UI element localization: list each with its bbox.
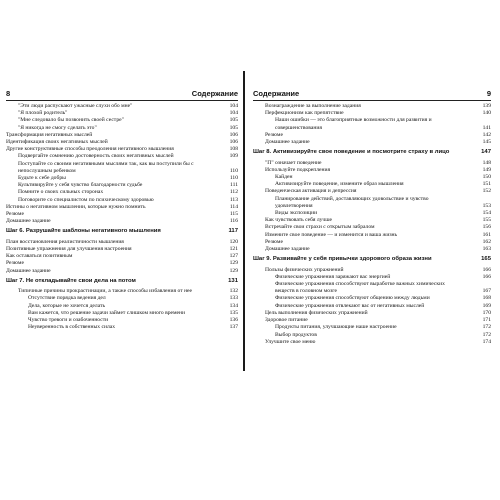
toc-entry — [253, 246, 491, 253]
toc-entry-page: 132 — [229, 288, 238, 295]
toc-entry — [6, 132, 238, 139]
toc-entry-page: 105 — [229, 117, 238, 124]
toc-entry-title: "Эти люди распускают ужасные слухи обо мне" — [18, 103, 133, 109]
toc-entry — [6, 260, 238, 267]
toc-entry-page: 134 — [229, 302, 238, 309]
toc-entry-title: Планирование действий, доставляющих удовольствие и чувство удовлетворения — [275, 195, 429, 209]
toc-entry-page: 108 — [229, 146, 238, 153]
toc-entry-page: 172 — [482, 331, 491, 338]
toc-entry-title: Пользы физических упражнений — [265, 266, 344, 273]
toc-entry — [253, 132, 491, 139]
toc-entry-title: Шаг 9. Развивайте у себя привычки здорового образа жизни — [253, 256, 432, 263]
toc-entry — [253, 295, 491, 302]
right-header-rule — [253, 100, 491, 101]
toc-entry — [6, 117, 238, 124]
toc-entry-title: Здоровое питание — [265, 317, 308, 324]
toc-entry-page: 165 — [481, 256, 491, 263]
toc-entry — [253, 310, 491, 317]
toc-entry — [253, 117, 491, 131]
right-page-number: 9 — [486, 89, 491, 98]
page-gutter-divider — [243, 71, 245, 371]
toc-entry-title: Поговорите со специалистом по психическому здоровью — [18, 196, 154, 203]
left-page-number: 8 — [6, 89, 11, 98]
left-page-header — [6, 89, 238, 99]
toc-entry-page: 171 — [482, 317, 491, 324]
toc-entry-page: 111 — [230, 182, 238, 189]
toc-entry-title: Трансформация негативных мыслей — [6, 131, 93, 138]
toc-section-heading — [253, 149, 491, 156]
left-page-title: Содержание — [191, 89, 238, 98]
right-toc-list — [253, 103, 491, 346]
toc-entry — [6, 324, 238, 331]
toc-entry-title: "Я никогда не смогу сделать это" — [18, 124, 97, 131]
toc-entry — [253, 281, 491, 295]
toc-entry-page: 136 — [229, 317, 238, 324]
toc-entry-page: 131 — [228, 277, 238, 284]
toc-entry-page: 110 — [229, 175, 238, 182]
toc-entry-page: 148 — [482, 159, 491, 166]
toc-entry-title: Домашнее задание — [265, 246, 310, 253]
toc-entry-page: 167 — [482, 288, 491, 295]
toc-entry-title: Подвергайте сомнению достоверность своих негативных мыслей — [18, 153, 174, 160]
toc-entry — [253, 274, 491, 281]
toc-entry — [6, 153, 238, 160]
toc-entry-page: 113 — [229, 196, 238, 203]
toc-entry-page: 109 — [229, 153, 238, 160]
toc-entry-title: Культивируйте у себя чувство благодарности судьбе — [18, 182, 143, 189]
toc-entry-title: Встречайте свои страхи с открытым забралом — [265, 224, 375, 231]
toc-entry-page: 116 — [229, 218, 238, 225]
toc-entry — [6, 182, 238, 189]
toc-entry-page: 161 — [482, 231, 491, 238]
toc-entry-title: Вам кажется, что решение задачи займет слишком много времени — [28, 309, 186, 316]
toc-entry-title: Кайден — [275, 174, 293, 181]
toc-entry — [6, 246, 238, 253]
toc-entry-page: 152 — [482, 188, 491, 195]
toc-entry-title: Домашнее задание — [6, 218, 51, 225]
toc-entry-title: Другие конструктивные способы преодоления негативного мышления — [6, 146, 174, 153]
toc-entry-title: Физические упражнения способствуют выработке важных химических веществ в головном мозге — [275, 281, 445, 295]
toc-entry-title: Домашнее задание — [6, 267, 51, 274]
toc-entry-title: Выбор продуктов — [275, 331, 317, 338]
toc-entry-title: Поступайте со своими негативными мыслями так, как вы поступили бы с непослушным ребенком — [18, 160, 194, 174]
toc-entry-title: Шаг 8. Активизируйте свое поведение и посмотрите страху в лицо — [253, 149, 450, 156]
toc-entry-page: 129 — [229, 267, 238, 274]
toc-entry-page: 154 — [482, 210, 491, 217]
toc-entry — [6, 288, 238, 295]
toc-entry-title: "Мне следовало бы позвонить своей сестре" — [18, 117, 124, 124]
toc-entry-page: 135 — [229, 309, 238, 316]
toc-entry-title: Активизируйте поведение, измените образ мышления — [275, 181, 404, 188]
toc-entry-page: 139 — [482, 103, 491, 109]
toc-section-heading — [6, 228, 238, 235]
toc-entry-title: Помните о своих сильных сторонах — [18, 189, 104, 196]
toc-entry — [253, 317, 491, 324]
toc-entry-page: 141 — [482, 124, 491, 131]
toc-entry — [253, 239, 491, 246]
toc-entry — [253, 332, 491, 339]
toc-entry-title: Идентификация своих негативных мыслей — [6, 139, 108, 146]
toc-entry-title: Отсутствие порядка ведения дел — [28, 295, 106, 302]
left-toc-list — [6, 103, 238, 332]
toc-entry-page: 166 — [482, 266, 491, 273]
toc-entry-title: Измените свое поведение — и изменится и ваша жизнь — [265, 231, 398, 238]
toc-entry — [6, 161, 238, 175]
toc-entry-title: Позитивные упражнения для улучшения настроения — [6, 246, 132, 253]
toc-section-heading — [6, 278, 238, 285]
toc-entry-page: 106 — [229, 139, 238, 146]
toc-entry-title: Цель выполнения физических упражнений — [265, 309, 368, 316]
toc-entry-title: Резюме — [6, 211, 24, 218]
toc-entry — [253, 339, 491, 346]
toc-entry-page: 142 — [482, 131, 491, 138]
toc-entry-title: Резюме — [265, 238, 283, 245]
toc-entry-title: Будьте к себе добры — [18, 175, 66, 182]
toc-entry — [6, 211, 238, 218]
toc-entry — [253, 196, 491, 210]
toc-entry-title: Истины о негативном мышлении, которые нужно помнить — [6, 203, 146, 210]
toc-entry — [6, 310, 238, 317]
toc-entry-page: 127 — [229, 253, 238, 260]
toc-section-heading — [253, 256, 491, 263]
toc-entry-page: 104 — [229, 110, 238, 117]
toc-entry-page: 115 — [229, 211, 238, 218]
toc-entry-page: 149 — [482, 166, 491, 173]
toc-entry-page: 105 — [229, 124, 238, 131]
toc-entry — [253, 181, 491, 188]
toc-entry-title: Резюме — [6, 260, 24, 267]
toc-entry-title: Физические упражнения способствуют общению между людьми — [275, 295, 430, 302]
toc-entry — [253, 303, 491, 310]
toc-entry-title: Перфекционизм как препятствие — [265, 110, 344, 117]
toc-entry-page: 106 — [229, 131, 238, 138]
toc-entry — [253, 324, 491, 331]
toc-entry-page: 137 — [229, 324, 238, 331]
toc-entry — [6, 268, 238, 275]
toc-entry-title: Улучшите свое меню — [265, 338, 316, 345]
toc-entry-page: 170 — [482, 309, 491, 316]
toc-entry-page: 112 — [229, 189, 238, 196]
toc-entry-page: 104 — [229, 103, 238, 109]
toc-entry — [6, 204, 238, 211]
toc-entry-title: Шаг 7. Не откладывайте свои дела на потом — [6, 277, 136, 284]
toc-entry-page: 117 — [228, 228, 238, 235]
left-header-rule — [6, 100, 238, 101]
toc-entry — [6, 303, 238, 310]
toc-entry — [253, 188, 491, 195]
toc-entry-title: Физические упражнения заряжают вас энергией — [275, 273, 391, 280]
toc-entry-title: Дела, которые не хочется делать — [28, 302, 106, 309]
toc-entry-title: Резюме — [265, 131, 283, 138]
toc-entry-title: Используйте подкрепления — [265, 166, 331, 173]
toc-entry-page: 147 — [481, 149, 491, 156]
toc-entry-page: 168 — [482, 295, 491, 302]
toc-entry — [6, 218, 238, 225]
toc-entry-title: "П" означает поведение — [265, 159, 322, 166]
toc-entry — [6, 253, 238, 260]
toc-entry-title: Шаг 6. Разрушайте шаблоны негативного мышления — [6, 228, 161, 235]
toc-entry-title: Продукты питания, улучшающие наше настроение — [275, 324, 397, 331]
toc-entry-page: 172 — [482, 324, 491, 331]
toc-entry — [6, 239, 238, 246]
toc-entry-page: 145 — [482, 139, 491, 146]
toc-entry — [6, 197, 238, 204]
toc-entry-page: 150 — [482, 174, 491, 181]
toc-entry — [6, 125, 238, 132]
toc-entry — [6, 295, 238, 302]
toc-entry-page: 129 — [229, 260, 238, 267]
toc-entry — [253, 224, 491, 231]
toc-entry-title: Физические упражнения отвлекают вас от негативных мыслей — [275, 302, 425, 309]
toc-entry-title: "Я плохой родитель" — [18, 110, 68, 117]
toc-entry — [253, 139, 491, 146]
toc-entry-page: 114 — [229, 203, 238, 210]
toc-entry-title: Типичные причины прокрастинации, а также способы избавления от нее — [18, 288, 193, 295]
toc-entry — [6, 189, 238, 196]
toc-entry-page: 120 — [229, 238, 238, 245]
toc-entry-page: 153 — [482, 202, 491, 209]
toc-entry-page: 162 — [482, 238, 491, 245]
toc-entry-title: План восстановления реалистичности мышления — [6, 238, 124, 245]
toc-entry-page: 121 — [229, 246, 238, 253]
toc-entry-page: 156 — [482, 224, 491, 231]
toc-entry-title: Наши ошибки — это благоприятные возможности для развития и совершенствования — [275, 117, 432, 131]
toc-entry-title: Вознаграждение за выполнение задания — [265, 103, 361, 109]
toc-entry-page: 163 — [482, 246, 491, 253]
toc-entry-title: Поведенческая активация и депрессия — [265, 188, 357, 195]
toc-entry-title: Чувство тревоги и озабоченности — [28, 317, 109, 324]
toc-entry-title: Неуверенность в собственных силах — [28, 324, 116, 331]
toc-entry-title: Виды экспозиции — [275, 210, 318, 217]
toc-entry-page: 133 — [229, 295, 238, 302]
right-page-title: Содержание — [253, 89, 300, 98]
toc-entry-page: 166 — [482, 273, 491, 280]
toc-entry — [253, 232, 491, 239]
toc-entry-page: 140 — [482, 110, 491, 117]
toc-entry — [253, 167, 491, 174]
toc-entry-page: 169 — [482, 302, 491, 309]
toc-entry-page: 110 — [229, 167, 238, 174]
toc-entry-title: Как оставаться позитивным — [6, 253, 73, 260]
toc-entry — [253, 267, 491, 274]
toc-entry-title: Как чувствовать себя лучше — [265, 217, 333, 224]
toc-entry — [253, 160, 491, 167]
toc-entry-page: 174 — [482, 338, 491, 345]
toc-entry-page: 151 — [482, 181, 491, 188]
toc-entry-page: 155 — [482, 217, 491, 224]
toc-entry-title: Домашнее задание — [265, 139, 310, 146]
right-page-header — [253, 89, 491, 99]
